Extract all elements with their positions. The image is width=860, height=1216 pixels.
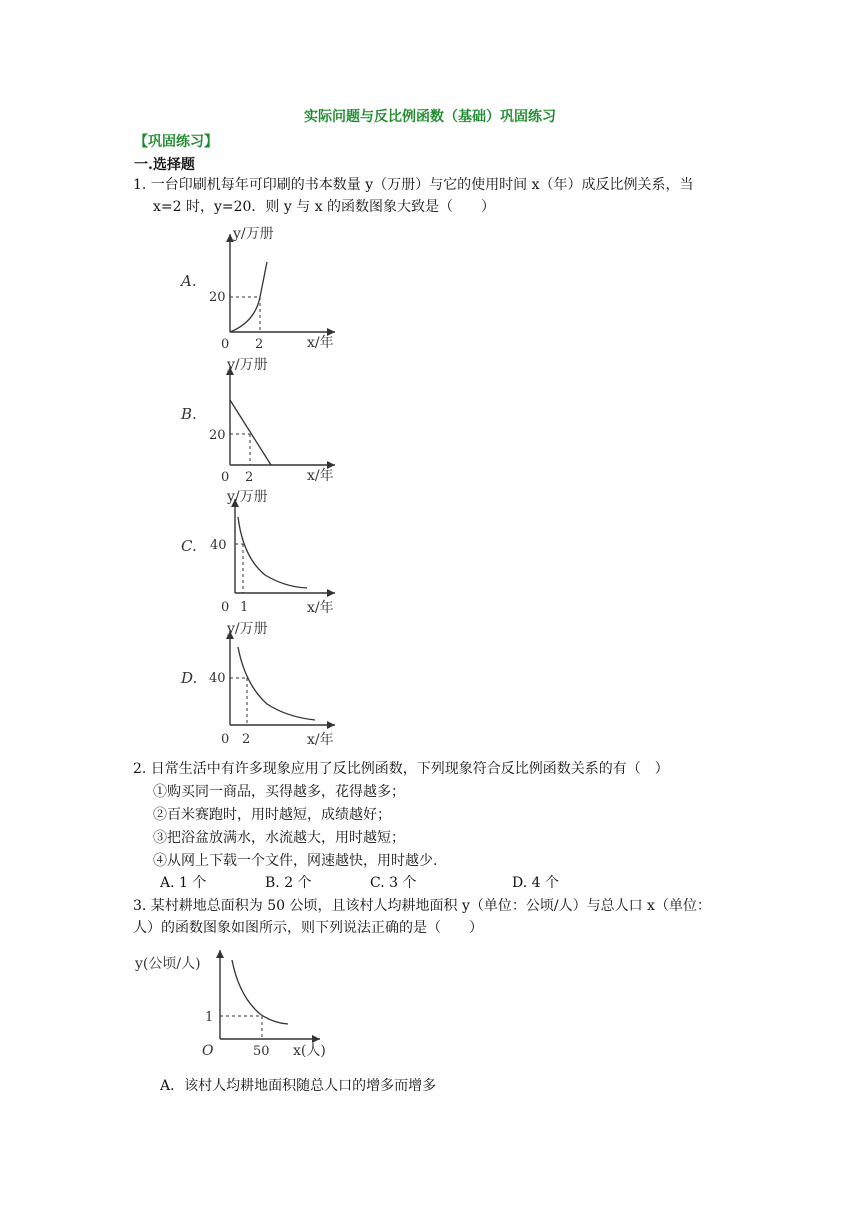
q2-item-1: ①购买同一商品，买得越多，花得越多； — [153, 784, 405, 800]
graph-option-label: B. — [181, 405, 197, 423]
page-title: 实际问题与反比例函数（基础）巩固练习 — [304, 109, 556, 125]
graph-y-axis-label: y(公顷/人) — [135, 956, 201, 972]
graph-y-axis-label: y/万册 — [233, 226, 274, 242]
q2-stem: 2. 日常生活中有许多现象应用了反比例函数，下列现象符合反比例函数关系的有（ ） — [133, 761, 669, 777]
graph-y-tick: 1 — [205, 1010, 214, 1025]
q2-option-b[interactable]: B. 2 个 — [265, 875, 312, 891]
q2-item-3: ③把浴盆放满水，水流越大，用时越短； — [153, 830, 405, 846]
graph-y-axis-label: y/万册 — [227, 489, 268, 505]
q2-item-4: ④从网上下载一个文件，网速越快，用时越少. — [153, 853, 438, 869]
q2-option-c[interactable]: C. 3 个 — [370, 875, 417, 891]
q3-stem-line1: 3. 某村耕地总面积为 50 公顷，且该村人均耕地面积 y（单位：公顷/人）与总人口 x（单位： — [133, 898, 711, 914]
q2-options — [0, 873, 860, 893]
q3-option-a[interactable]: A．该村人均耕地面积随总人口的增多而增多 — [160, 1078, 437, 1094]
graph-origin-label: O — [202, 1043, 214, 1059]
graph-option-label: C. — [181, 537, 197, 555]
graph-y-axis-label: y/万册 — [227, 357, 268, 373]
graph-origin-label: 0 — [221, 470, 230, 485]
graph-x-axis-label: x/年 — [307, 600, 334, 616]
graph-option-label: A. — [181, 272, 197, 290]
graph-y-tick: 20 — [209, 428, 226, 443]
graph-x-axis-label: x/年 — [307, 335, 334, 351]
graph-origin-label: 0 — [221, 337, 230, 352]
q1-graph-c — [175, 487, 345, 621]
q1-stem-line1: 1. 一台印刷机每年可印刷的书本数量 y（万册）与它的使用时间 x（年）成反比例关系，当 — [133, 177, 694, 193]
q1-graph-b — [175, 355, 345, 489]
graph-option-label: D. — [181, 669, 198, 687]
graph-y-tick: 20 — [209, 290, 226, 305]
graph-x-tick: 1 — [240, 600, 249, 615]
graph-y-tick: 40 — [209, 671, 226, 686]
q3-graph — [135, 946, 335, 1064]
q1-stem-line2: x=2 时，y=20．则 y 与 x 的函数图象大致是（ ） — [153, 199, 496, 215]
graph-x-axis-label: x/年 — [307, 468, 334, 484]
q1-graph-a — [175, 222, 345, 356]
q3-stem-line2: 人）的函数图象如图所示，则下列说法正确的是（ ） — [133, 920, 483, 936]
graph-x-tick: 50 — [253, 1044, 270, 1059]
graph-x-tick: 2 — [242, 732, 251, 747]
subsection-heading: 一.选择题 — [134, 157, 195, 173]
section-heading: 【巩固练习】 — [134, 134, 218, 150]
q2-option-a[interactable]: A. 1 个 — [160, 875, 207, 891]
q2-option-d[interactable]: D. 4 个 — [512, 875, 559, 891]
graph-y-axis-label: y/万册 — [227, 621, 268, 637]
graph-y-tick: 40 — [210, 538, 227, 553]
graph-x-axis-label: x(人) — [293, 1043, 326, 1059]
q2-item-2: ②百米赛跑时，用时越短，成绩越好； — [153, 807, 391, 823]
q1-graph-d — [175, 619, 345, 753]
graph-origin-label: 0 — [221, 600, 230, 615]
graph-origin-label: 0 — [221, 732, 230, 747]
graph-x-tick: 2 — [245, 470, 254, 485]
graph-x-tick: 2 — [255, 337, 264, 352]
graph-x-axis-label: x/年 — [307, 732, 334, 748]
